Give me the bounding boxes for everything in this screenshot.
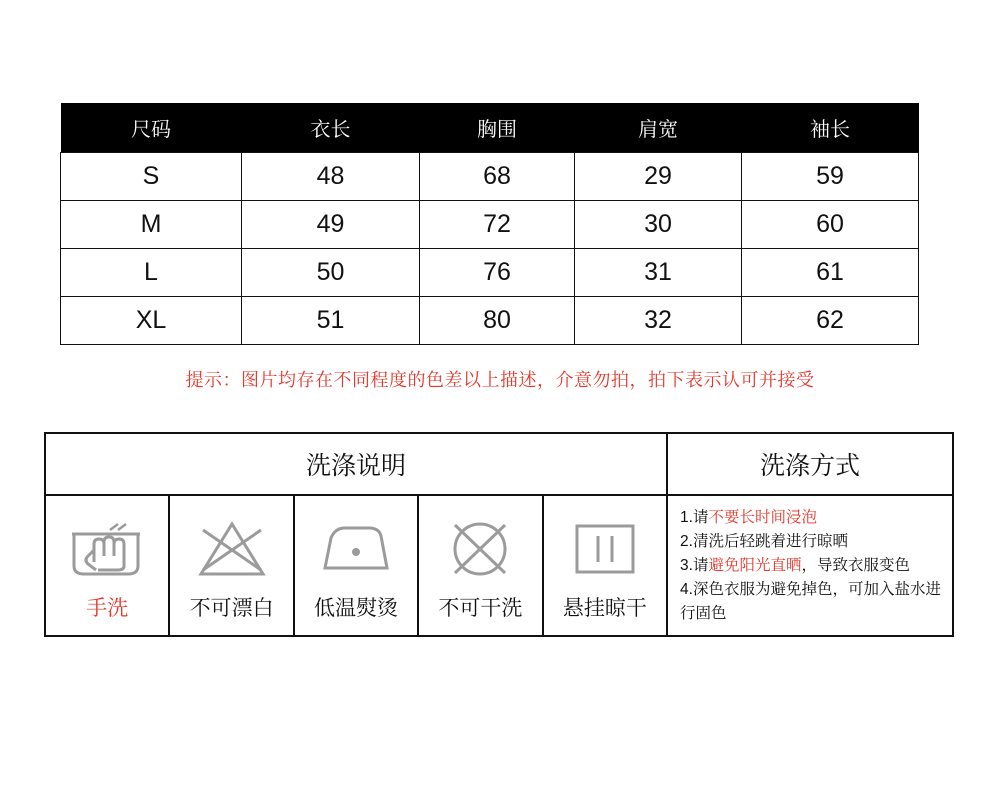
wash-symbol-low-temp-iron (295, 496, 419, 635)
cell-size: M (61, 201, 242, 249)
wash-care-box (44, 432, 954, 637)
column-header-size: 尺码 (61, 103, 242, 153)
wash-symbol-list (46, 496, 668, 635)
cell-shoulder: 29 (575, 153, 742, 201)
wash-care-header (46, 434, 952, 496)
instruction-item-4 (680, 578, 944, 626)
cell-length: 51 (242, 297, 420, 345)
table-row (61, 153, 919, 201)
cell-size: S (61, 153, 242, 201)
no-dry-clean-icon (437, 514, 523, 584)
cell-bust: 76 (420, 249, 575, 297)
instruction-index: 1. (680, 509, 693, 526)
cell-sleeve: 62 (742, 297, 919, 345)
instruction-text: 请 (692, 557, 709, 575)
cell-sleeve: 60 (742, 201, 919, 249)
wash-symbol-label: 低温熨烫 (314, 596, 399, 620)
color-difference-notice: 提示：图片均存在不同程度的色差以上描述，介意勿拍，拍下表示认可并接受 (185, 370, 815, 390)
wash-method-title: 洗涤方式 (759, 452, 860, 480)
cell-shoulder: 31 (575, 249, 742, 297)
hand-wash-icon (64, 514, 150, 584)
instruction-item-2 (680, 530, 944, 554)
wash-symbol-hand-wash (46, 496, 170, 635)
column-header-bust: 胸围 (420, 103, 575, 153)
cell-sleeve: 61 (742, 249, 919, 297)
column-header-length: 衣长 (242, 103, 420, 153)
cell-bust: 80 (420, 297, 575, 345)
no-bleach-icon (189, 514, 275, 584)
wash-symbol-no-dry-clean (419, 496, 543, 635)
table-header-row (61, 103, 919, 153)
cell-shoulder: 30 (575, 201, 742, 249)
table-row (61, 297, 919, 345)
hang-dry-icon (562, 514, 648, 584)
wash-symbol-label: 不可干洗 (438, 596, 523, 620)
table-row (61, 201, 919, 249)
instruction-text: 请 (692, 509, 709, 526)
size-table (60, 103, 919, 345)
wash-care-body (46, 496, 952, 635)
column-header-sleeve: 袖长 (742, 103, 919, 153)
cell-bust: 72 (420, 201, 575, 249)
instruction-index: 3. (680, 557, 693, 575)
instruction-item-1 (680, 506, 944, 530)
wash-symbol-hang-dry (544, 496, 666, 635)
cell-size: L (61, 249, 242, 297)
instruction-item-3 (680, 554, 944, 578)
cell-bust: 68 (420, 153, 575, 201)
instruction-index: 2. (680, 533, 693, 551)
column-header-shoulder: 肩宽 (575, 103, 742, 153)
table-row (61, 249, 919, 297)
cell-length: 50 (242, 249, 420, 297)
instruction-text: 深色衣服为避免掉色，可加入盐水进行固色 (680, 581, 941, 623)
low-temp-iron-icon (313, 514, 399, 584)
wash-symbol-label: 手洗 (86, 596, 129, 620)
wash-instructions-title: 洗涤说明 (46, 434, 668, 494)
instruction-index: 4. (680, 581, 693, 599)
wash-symbol-no-bleach (170, 496, 294, 635)
cell-sleeve: 59 (742, 153, 919, 201)
cell-shoulder: 32 (575, 297, 742, 345)
instruction-text: 清洗后轻跳着进行晾晒 (692, 533, 848, 551)
instruction-text-tail: ，导致衣服变色 (801, 557, 910, 575)
wash-symbol-label: 不可漂白 (189, 596, 274, 620)
wash-method-instructions (668, 496, 952, 635)
instruction-highlight: 避免阳光直晒 (708, 557, 802, 575)
instruction-highlight: 不要长时间浸泡 (708, 509, 817, 526)
cell-size: XL (61, 297, 242, 345)
cell-length: 49 (242, 201, 420, 249)
wash-symbol-label: 悬挂晾干 (562, 596, 647, 620)
cell-length: 48 (242, 153, 420, 201)
